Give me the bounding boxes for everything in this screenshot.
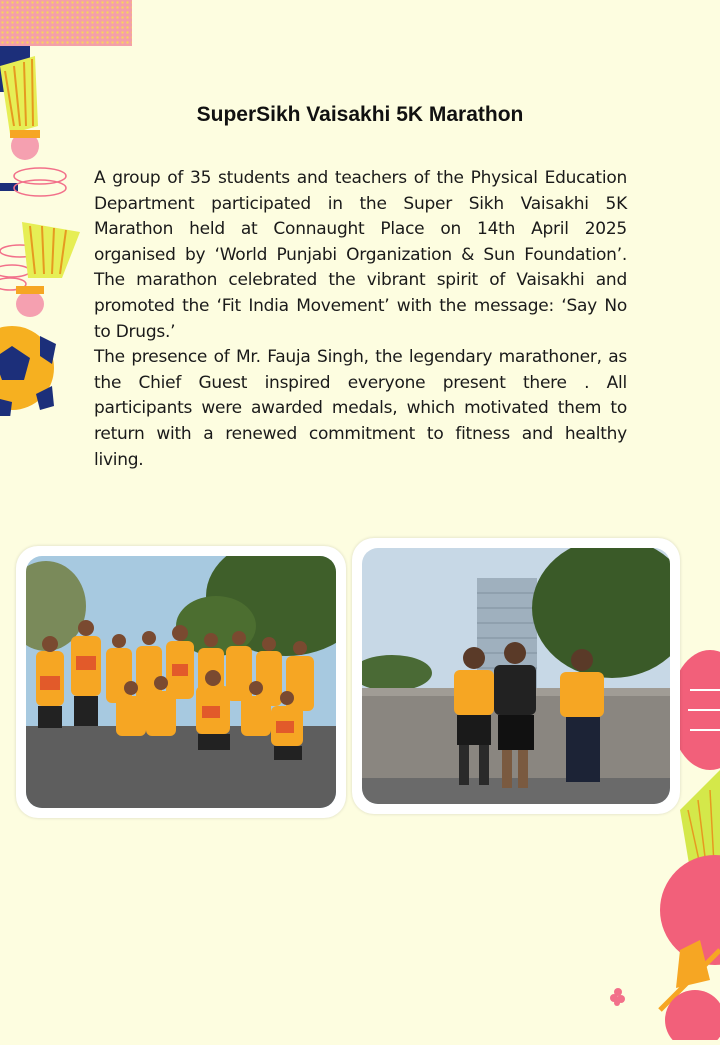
paragraph-1: A group of 35 students and teachers of the Physical Education Department participated in the Super Sikh Vaisakhi 5K Marathon held at Connaught Place on 14th April 2025 organised by ‘World Punjabi Organization & Sun Foundation’. The marathon celebrated the vibrant spirit of Vaisakhi and promoted the ‘Fit India Movement’ with the message: ‘Say No to Drugs.’ bbox=[94, 168, 627, 342]
page-title: SuperSikh Vaisakhi 5K Marathon bbox=[196, 103, 524, 126]
flower-icon bbox=[610, 987, 626, 1007]
group-photo bbox=[16, 546, 346, 818]
left-sports-decoration bbox=[0, 46, 90, 416]
article-body bbox=[94, 166, 627, 473]
paragraph-2: The presence of Mr. Fauja Singh, the legendary marathoner, as the Chief Guest inspired everyone present there . All participants were awarded medals, which motivated them to return with a renewed commitment to fitness and healthy living. bbox=[94, 347, 627, 470]
participants-photo bbox=[352, 538, 680, 814]
pink-dotted-block bbox=[0, 0, 132, 46]
